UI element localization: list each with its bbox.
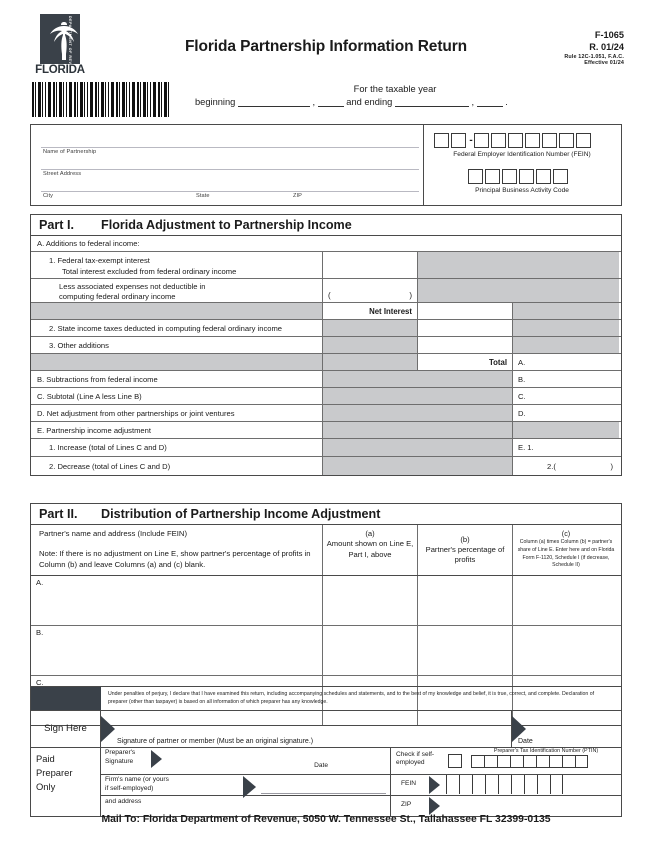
logo-wordmark: FLORIDA <box>35 64 85 76</box>
preparer-signature-label <box>105 749 135 766</box>
perjury-statement: Under penalties of perjury, I declare that I have examined this return, including accompanying schedules and statements, and to the best of my knowledge and belief, it is true, correct, and complete. Declaration of preparer (other than taxpayer) is based on all information of which preparer has any knowledge. <box>108 691 595 706</box>
table-row <box>31 576 621 626</box>
comma-2: , <box>471 97 475 107</box>
line-a1b-text-2: computing federal ordinary income <box>59 292 176 301</box>
total-a-amount-input[interactable] <box>513 354 619 370</box>
pbac-digit-2[interactable] <box>485 169 500 184</box>
column-b-text: Partner's percentage of profits <box>425 544 505 565</box>
comma-1: , <box>312 97 316 107</box>
line-e2-amount-input[interactable] <box>513 457 619 475</box>
line-d-amount-input[interactable] <box>513 405 619 421</box>
page-title: Florida Partnership Information Return <box>184 38 468 55</box>
ending-date-input[interactable] <box>395 106 469 107</box>
line-a1b-amount-input[interactable] <box>323 279 418 302</box>
line-c-label: C. Subtotal (Line A less Line B) <box>31 388 323 404</box>
fein-caption: Federal Employer Identification Number (FEIN) <box>453 151 591 158</box>
line-e1-code: E. 1. <box>518 443 534 452</box>
preparer-ptin-area <box>391 748 621 774</box>
signature-date-caption: Date <box>518 737 533 745</box>
ptin-label: Preparer's Tax Identification Number (PTIN) <box>493 747 599 754</box>
preparer-fein-area <box>391 775 621 795</box>
preparer-fein-digit-8[interactable] <box>537 775 550 794</box>
arrow-right-icon <box>151 750 162 768</box>
partner-a-percentage-input[interactable] <box>418 576 513 625</box>
line-b-code: B. <box>518 374 526 384</box>
part-1-section <box>30 214 622 476</box>
preparer-signature-field[interactable] <box>101 748 391 774</box>
line-e2-paren-close: ) <box>610 461 613 471</box>
partner-a-letter: A. <box>36 577 44 587</box>
table-row <box>31 626 621 676</box>
fein-digit-7[interactable] <box>542 133 557 148</box>
line-c-code: C. <box>518 391 526 401</box>
line-a-label: A. Additions to federal income: <box>37 239 140 248</box>
pbac-digit-5[interactable] <box>536 169 551 184</box>
mail-to-footer: Mail To: Florida Department of Revenue, 5050 W. Tennessee St., Tallahassee FL 32399-0135 <box>101 814 551 825</box>
line-a3-shade <box>323 337 418 353</box>
line-b-row <box>31 371 621 388</box>
arrow-right-icon <box>429 776 440 794</box>
line-a1-row <box>31 252 621 279</box>
preparer-date-label: Date <box>314 762 328 770</box>
column-c-letter: (c) <box>561 529 571 538</box>
fein-digit-1[interactable] <box>434 133 449 148</box>
street-address-input[interactable] <box>41 169 419 170</box>
beginning-date-input[interactable] <box>238 106 310 107</box>
line-a-row <box>31 236 621 252</box>
firm-address-label: and address <box>105 797 142 805</box>
line-d-shade-1 <box>323 405 418 421</box>
column-b-header <box>418 525 513 575</box>
sign-here-row <box>31 711 621 748</box>
line-a1-shade-1 <box>418 252 513 278</box>
preparer-fein-digit-1[interactable] <box>446 775 459 794</box>
perjury-row <box>31 687 621 711</box>
net-interest-amount-input[interactable] <box>418 303 513 319</box>
taxpayer-identification-block <box>30 124 622 206</box>
fein-digit-2[interactable] <box>451 133 466 148</box>
line-e-row <box>31 422 621 439</box>
net-interest-label: Net Interest <box>369 306 412 316</box>
column-c-header <box>513 525 619 575</box>
line-e1-shade-1 <box>323 439 418 456</box>
preparer-fein-digit-2[interactable] <box>459 775 472 794</box>
preparer-fein-digit-7[interactable] <box>524 775 537 794</box>
city-state-zip-input[interactable] <box>41 191 419 192</box>
street-address-label: Street Address <box>43 171 82 177</box>
line-a1-text-1: 1. Federal tax-exempt interest <box>49 256 150 266</box>
line-c-row <box>31 388 621 405</box>
paid-preparer-label <box>31 748 101 816</box>
barcode <box>32 82 170 117</box>
check-self-employed-label-1: Check if self- <box>396 750 435 758</box>
partner-b-share-input[interactable] <box>513 626 619 675</box>
preparer-fein-digit-6[interactable] <box>511 775 524 794</box>
line-e1-row <box>31 439 621 457</box>
partner-a-amount-input[interactable] <box>323 576 418 625</box>
form-header <box>0 0 652 78</box>
preparer-zip-area <box>391 796 621 816</box>
line-a1b-shade-2 <box>513 279 619 302</box>
total-a-row <box>31 354 621 371</box>
preparer-zip-label: ZIP <box>401 800 412 808</box>
ptin-digit-3[interactable] <box>497 755 510 768</box>
line-a1b-row <box>31 279 621 303</box>
partner-b-name-input[interactable] <box>31 626 323 675</box>
ptin-digit-8[interactable] <box>562 755 575 768</box>
paid-preparer-section <box>31 748 621 816</box>
line-e-label: E. Partnership income adjustment <box>31 422 323 438</box>
taxable-year-line <box>195 97 595 107</box>
signature-caption: Signature of partner or member (Must be an original signature.) <box>117 737 314 745</box>
line-a1b-text-1: Less associated expenses not deductible in <box>59 281 206 291</box>
line-b-amount-input[interactable] <box>513 371 619 387</box>
partner-c-letter: C. <box>36 677 44 687</box>
line-c-shade-2 <box>418 388 513 404</box>
line-d-label: D. Net adjustment from other partnerships or joint ventures <box>31 405 323 421</box>
city-label: City <box>43 193 54 199</box>
fein-digit-9[interactable] <box>576 133 591 148</box>
pbac-digit-1[interactable] <box>468 169 483 184</box>
line-e1-shade-2 <box>418 439 513 456</box>
line-a1b-shade-1 <box>418 279 513 302</box>
preparer-firm-fein-row <box>101 775 621 796</box>
line-e-shade-1 <box>323 422 418 438</box>
column-b-letter: (b) <box>460 534 470 544</box>
part-2-number: Part II. <box>39 507 78 521</box>
logo-vertical-text: DEPARTMENT OF REVENUE <box>68 16 72 77</box>
net-interest-row <box>31 303 621 320</box>
partner-column-header <box>31 525 323 575</box>
partner-a-name-input[interactable] <box>31 576 323 625</box>
ending-year-input[interactable] <box>477 106 503 107</box>
preparer-signature-label-2: Signature <box>105 757 134 765</box>
pbac-digit-3[interactable] <box>502 169 517 184</box>
part-1-number: Part I. <box>39 218 74 232</box>
line-a3-shade-2 <box>513 337 619 353</box>
preparer-fein-digit-4[interactable] <box>485 775 498 794</box>
line-e2-shade-1 <box>323 457 418 475</box>
partner-column-note: Note: If there is no adjustment on Line E, show partner's percentage of profits in Column (b) and leave Columns (a) and (c) blank. <box>39 548 311 569</box>
preparer-address-field[interactable] <box>101 796 391 816</box>
line-a3-label: 3. Other additions <box>31 337 323 353</box>
fein-dash: - <box>469 134 473 146</box>
line-a3-amount-input[interactable] <box>418 337 513 353</box>
fein-digit-6[interactable] <box>525 133 540 148</box>
preparer-fein-boxes[interactable] <box>446 775 563 794</box>
beginning-year-input[interactable] <box>318 106 344 107</box>
preparer-address-zip-row <box>101 796 621 816</box>
line-e1-label: 1. Increase (total of Lines C and D) <box>31 439 323 456</box>
paid-preparer-label-1: Paid <box>36 752 55 764</box>
address-fields <box>31 125 423 205</box>
form-effective: Effective 01/24 <box>584 60 624 67</box>
line-a2-amount-input[interactable] <box>418 320 513 336</box>
line-b-shade-1 <box>323 371 418 387</box>
partner-b-amount-input[interactable] <box>323 626 418 675</box>
line-a1-amount-input[interactable] <box>323 252 418 278</box>
paid-preparer-label-3: Only <box>36 781 56 793</box>
line-a3-row <box>31 337 621 354</box>
paid-preparer-body <box>101 748 621 816</box>
partner-a-share-input[interactable] <box>513 576 619 625</box>
total-a-shade-2 <box>323 354 418 370</box>
line-a1b-label <box>31 279 323 302</box>
line-e2-code-wrap <box>513 457 619 475</box>
state-label: State <box>196 193 210 199</box>
firm-name-label-1: Firm's name (or yours <box>105 775 169 783</box>
arrow-right-icon <box>429 797 440 815</box>
column-a-header <box>323 525 418 575</box>
firm-name-input-line[interactable] <box>261 793 386 794</box>
check-self-employed-label <box>396 751 434 767</box>
preparer-fein-digit-9[interactable] <box>550 775 563 794</box>
preparer-fein-digit-5[interactable] <box>498 775 511 794</box>
arrow-right-icon <box>243 776 256 798</box>
preparer-fein-digit-3[interactable] <box>472 775 485 794</box>
net-interest-label-cell <box>323 303 418 319</box>
pbac-caption: Principal Business Activity Code <box>475 187 569 194</box>
zip-label: ZIP <box>293 193 303 199</box>
line-d-shade-2 <box>418 405 513 421</box>
partner-column-title: Partner's name and address (Include FEIN) <box>39 529 188 538</box>
form-revision: R. 01/24 <box>589 41 624 52</box>
ptin-boxes[interactable] <box>471 755 588 768</box>
line-a1b-paren-close: ) <box>409 291 412 300</box>
beginning-label: beginning <box>195 97 236 107</box>
taxable-year-caption: For the taxable year <box>353 84 437 94</box>
line-e-shade-3 <box>513 422 619 438</box>
ptin-digit-5[interactable] <box>523 755 536 768</box>
name-of-partnership-input[interactable] <box>41 147 419 148</box>
partner-b-letter: B. <box>36 627 44 637</box>
column-a-letter: (a) <box>365 529 375 538</box>
line-a1-shade-2 <box>513 252 619 278</box>
taxable-year-block <box>195 84 595 107</box>
ptin-digit-1[interactable] <box>471 755 484 768</box>
fein-digit-3[interactable] <box>474 133 489 148</box>
part-2-title: Distribution of Partnership Income Adjustment <box>101 507 381 521</box>
preparer-firm-name-field[interactable] <box>101 775 391 795</box>
line-a2-shade-2 <box>513 320 619 336</box>
line-d-code: D. <box>518 408 526 418</box>
preparer-signature-row <box>101 748 621 775</box>
ptin-digit-6[interactable] <box>536 755 549 768</box>
line-e2-shade-2 <box>418 457 513 475</box>
fein-digit-8[interactable] <box>559 133 574 148</box>
form-number: F-1065 <box>594 30 624 40</box>
line-e2-row <box>31 457 621 475</box>
ptin-digit-9[interactable] <box>575 755 588 768</box>
part-1-title: Florida Adjustment to Partnership Income <box>101 218 352 232</box>
line-e1-amount-input[interactable] <box>513 439 619 456</box>
signature-field[interactable] <box>101 711 512 747</box>
pbac-digit-4[interactable] <box>519 169 534 184</box>
ending-label: and ending <box>346 97 393 107</box>
pbac-boxes[interactable] <box>468 169 570 184</box>
part-2-column-headers <box>31 525 621 576</box>
fein-boxes[interactable] <box>434 133 593 148</box>
sign-here-label: Sign Here <box>31 711 101 747</box>
preparer-signature-label-1: Preparer's <box>105 748 136 756</box>
signature-date-field[interactable] <box>512 711 621 747</box>
pbac-digit-6[interactable] <box>553 169 568 184</box>
line-b-shade-2 <box>418 371 513 387</box>
line-c-amount-input[interactable] <box>513 388 619 404</box>
line-d-row <box>31 405 621 422</box>
period-mark: . <box>505 97 508 107</box>
partner-b-percentage-input[interactable] <box>418 626 513 675</box>
net-interest-shade-2 <box>513 303 619 319</box>
total-a-code: A. <box>518 357 526 367</box>
line-a1b-paren-open: ( <box>328 291 331 300</box>
signature-section <box>30 686 622 817</box>
column-c-text: Column (a) times Column (b) = partner's share of Line E. Enter here and on Florida Form F-1120, Schedule I (if decrease, Schedule II) <box>517 539 615 569</box>
arrow-right-icon <box>101 716 115 742</box>
line-a1-text-2: Total interest excluded from federal ordinary income <box>62 266 237 276</box>
perjury-dark-block <box>31 687 101 710</box>
line-c-shade-1 <box>323 388 418 404</box>
line-b-label: B. Subtractions from federal income <box>31 371 323 387</box>
line-e2-code: 2.( <box>547 461 556 471</box>
form-rule: Rule 12C-1.051, F.A.C. <box>564 53 624 60</box>
column-a-text: Amount shown on Line E, Part I, above <box>326 539 414 559</box>
line-a2-shade <box>323 320 418 336</box>
line-a1-label <box>31 252 323 278</box>
ptin-digit-7[interactable] <box>549 755 562 768</box>
firm-name-label <box>105 776 169 793</box>
firm-name-label-2: if self-employed) <box>105 784 154 792</box>
paid-preparer-label-2: Preparer <box>36 766 73 778</box>
total-a-label: Total <box>488 357 507 367</box>
line-a2-label: 2. State income taxes deducted in computing federal ordinary income <box>31 320 323 336</box>
fein-and-activity-code-block <box>423 125 621 205</box>
self-employed-checkbox[interactable] <box>448 754 462 768</box>
name-of-partnership-label: Name of Partnership <box>43 149 97 155</box>
preparer-fein-label: FEIN <box>401 779 417 787</box>
net-interest-shade <box>31 303 323 319</box>
line-e-shade-2 <box>418 422 513 438</box>
form-revision-info <box>564 30 624 67</box>
total-a-label-cell <box>418 354 513 370</box>
ptin-digit-4[interactable] <box>510 755 523 768</box>
fein-digit-5[interactable] <box>508 133 523 148</box>
fein-digit-4[interactable] <box>491 133 506 148</box>
total-a-shade <box>31 354 323 370</box>
part-1-header <box>31 215 621 236</box>
preparer-zip-input[interactable] <box>446 796 621 816</box>
part-2-header <box>31 504 621 525</box>
check-self-employed-label-2: employed <box>396 759 425 767</box>
line-a2-row <box>31 320 621 337</box>
line-e2-label: 2. Decrease (total of Lines C and D) <box>31 457 323 475</box>
ptin-digit-2[interactable] <box>484 755 497 768</box>
